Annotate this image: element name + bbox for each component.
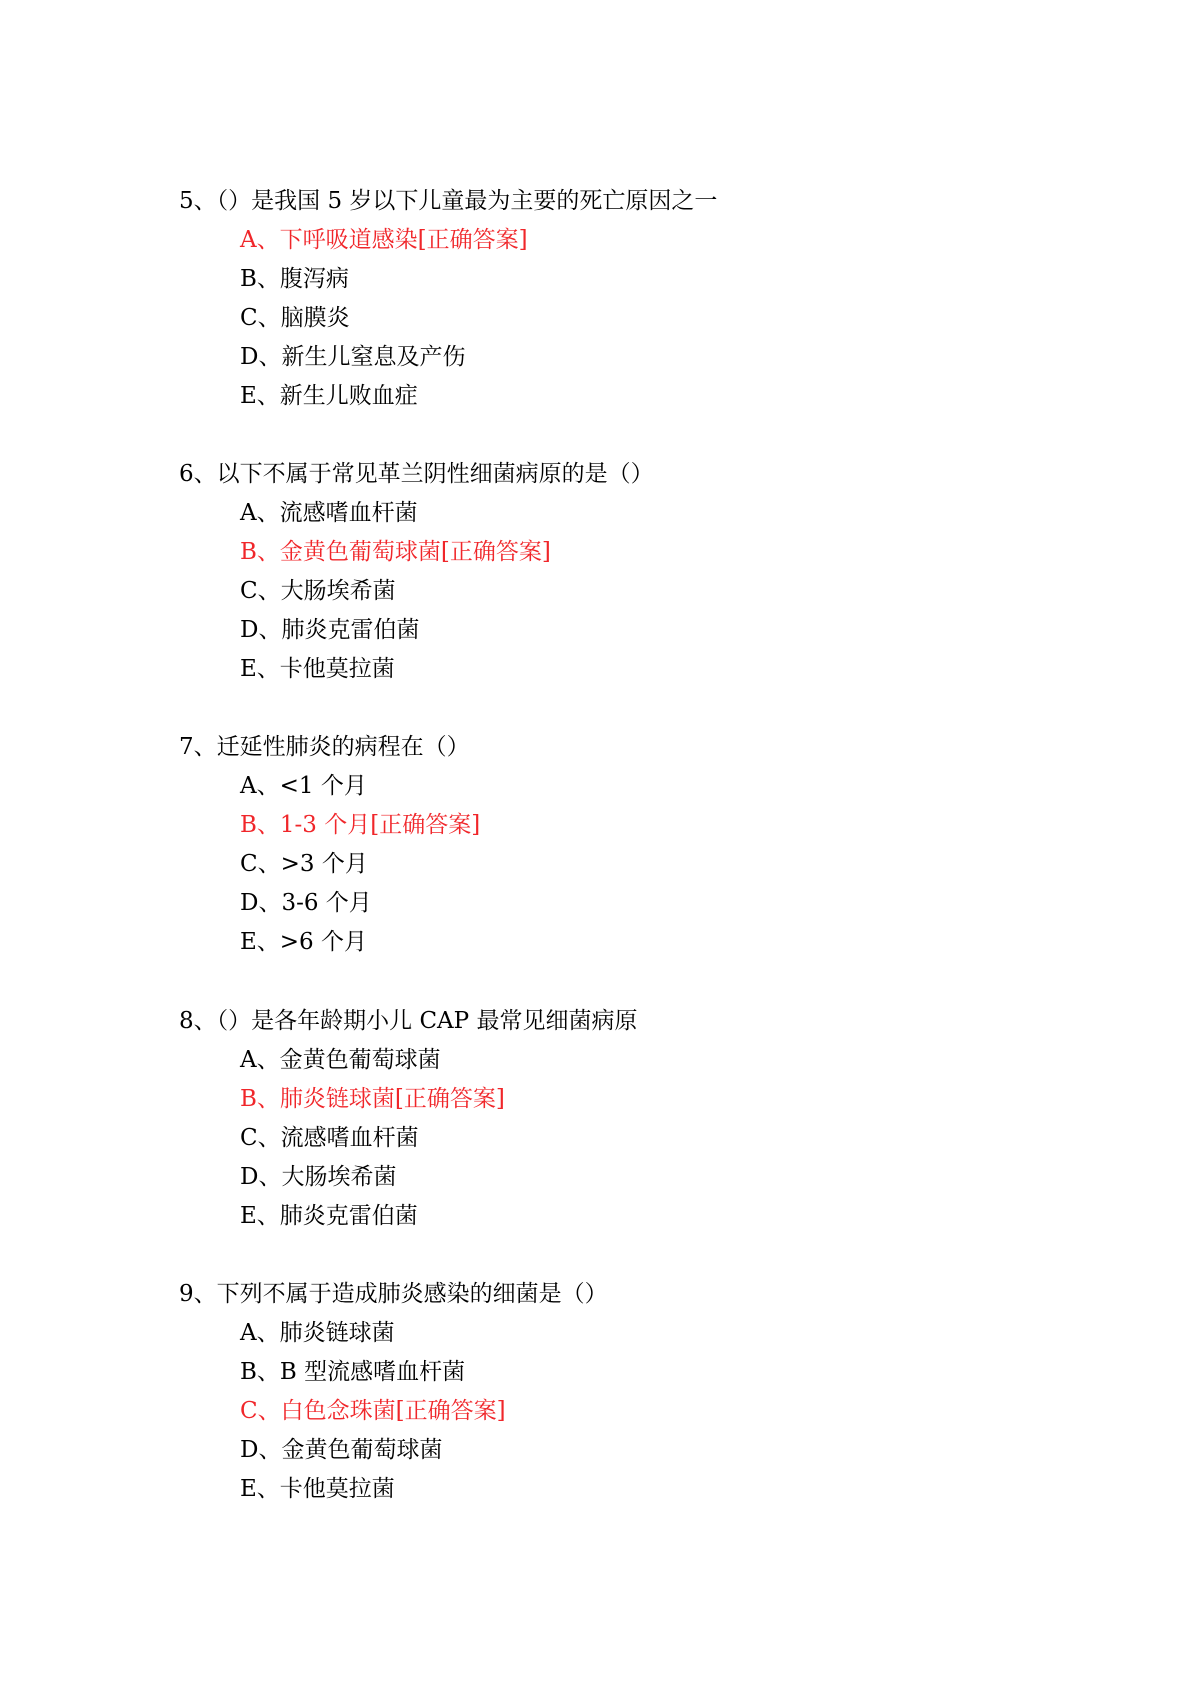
option-a: A、<1 个月 [240,773,367,799]
question-6 [179,455,1139,689]
option-c: C、流感嗜血杆菌 [240,1125,419,1151]
option-b-correct: B、肺炎链球菌[正确答案] [240,1086,505,1112]
question-stem: 7、迁延性肺炎的病程在（） [179,734,470,760]
option-d: D、肺炎克雷伯菌 [240,617,420,643]
option-list [179,1314,1139,1509]
option-d: D、大肠埃希菌 [240,1164,397,1190]
option-list [179,494,1139,689]
question-7 [179,728,1139,962]
question-8 [179,1002,1139,1236]
option-b-correct: B、1-3 个月[正确答案] [240,812,481,838]
option-d: D、3-6 个月 [240,890,372,916]
option-d: D、新生儿窒息及产伤 [240,344,466,370]
option-list [179,767,1139,962]
question-stem: 6、以下不属于常见革兰阴性细菌病原的是（） [179,461,654,487]
option-list [179,221,1139,416]
option-d: D、金黄色葡萄球菌 [240,1437,443,1463]
option-list [179,1041,1139,1236]
question-stem: 5、（）是我国 5 岁以下儿童最为主要的死亡原因之一 [179,188,718,214]
question-stem: 8、（）是各年龄期小儿 CAP 最常见细菌病原 [179,1008,638,1034]
question-9 [179,1275,1139,1509]
option-a-correct: A、下呼吸道感染[正确答案] [240,227,528,253]
option-e: E、卡他莫拉菌 [240,1476,395,1502]
option-a: A、肺炎链球菌 [240,1320,395,1346]
option-e: E、肺炎克雷伯菌 [240,1203,418,1229]
option-c-correct: C、白色念珠菌[正确答案] [240,1398,506,1424]
option-c: C、大肠埃希菌 [240,578,396,604]
option-c: C、脑膜炎 [240,305,350,331]
option-b: B、腹泻病 [240,266,349,292]
option-e: E、新生儿败血症 [240,383,418,409]
option-a: A、流感嗜血杆菌 [240,500,418,526]
question-5 [179,182,1139,416]
option-c: C、>3 个月 [240,851,368,877]
option-e: E、卡他莫拉菌 [240,656,395,682]
option-b: B、B 型流感嗜血杆菌 [240,1359,466,1385]
option-b-correct: B、金黄色葡萄球菌[正确答案] [240,539,551,565]
question-stem: 9、下列不属于造成肺炎感染的细菌是（） [179,1281,608,1307]
option-a: A、金黄色葡萄球菌 [240,1047,441,1073]
option-e: E、>6 个月 [240,929,368,955]
